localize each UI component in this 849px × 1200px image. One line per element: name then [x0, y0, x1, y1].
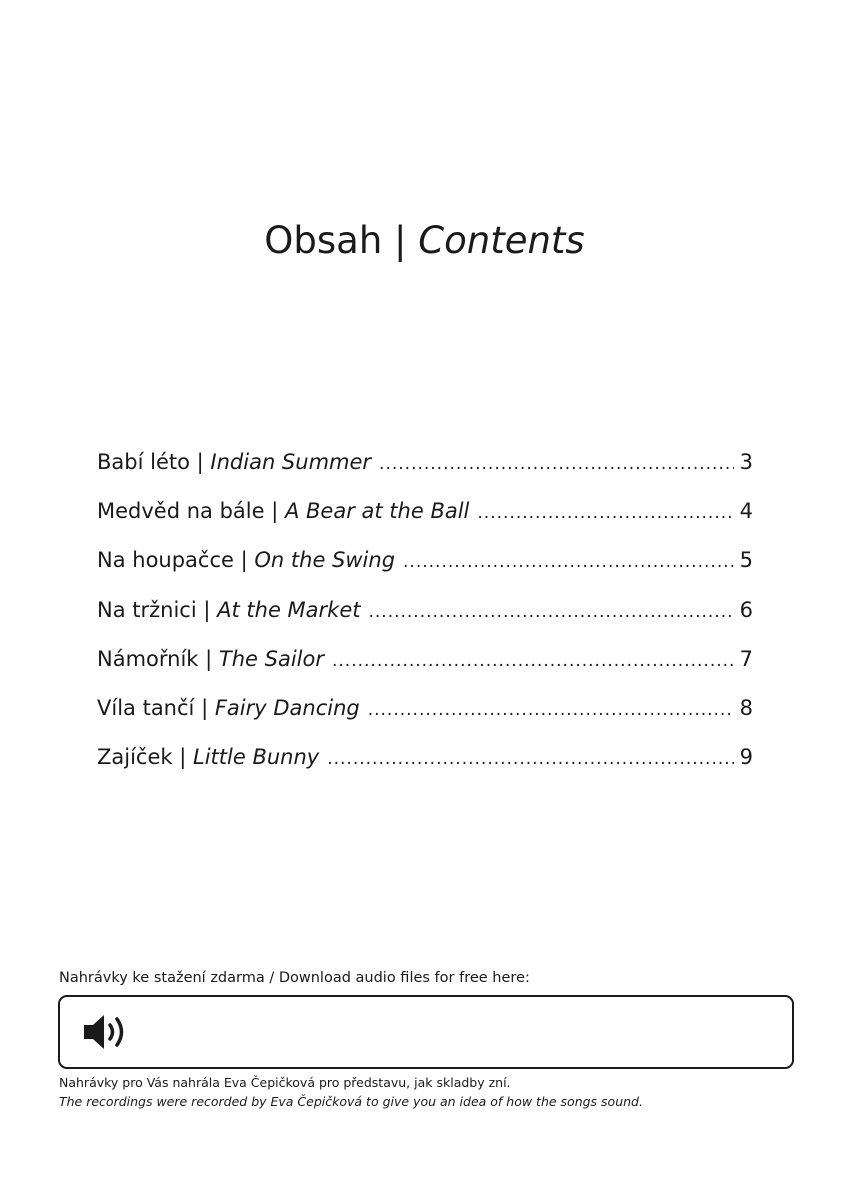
toc-entry[interactable]	[97, 733, 753, 782]
toc-entry-czech: Námořník	[97, 646, 199, 671]
toc-entry-english: On the Swing	[254, 548, 396, 573]
toc-entry[interactable]	[97, 487, 753, 536]
recording-note-english: The recordings were recorded by Eva Čepičková to give you an idea of how the songs sound.	[59, 1094, 643, 1109]
toc-separator: |	[179, 745, 187, 770]
title-separator: |	[394, 219, 407, 262]
toc-entry-czech: Medvěd na bále	[97, 499, 265, 524]
dot-leader	[368, 588, 733, 637]
toc-separator: |	[240, 548, 248, 573]
title-czech: Obsah	[264, 219, 383, 262]
toc-separator: |	[205, 646, 213, 671]
dot-leader	[332, 637, 734, 686]
toc-entry-english: Fairy Dancing	[214, 695, 360, 720]
toc-page-number: 6	[739, 597, 753, 622]
toc-entry-czech: Na tržnici	[97, 597, 197, 622]
dot-leader	[368, 686, 734, 735]
toc-entry[interactable]	[97, 635, 753, 684]
recording-note-czech: Nahrávky pro Vás nahrála Eva Čepičková pro představu, jak skladby zní.	[59, 1075, 511, 1090]
audio-download-box[interactable]	[58, 995, 794, 1069]
toc-entry[interactable]	[97, 438, 753, 487]
toc-entry-czech: Zajíček	[97, 745, 173, 770]
toc-entry[interactable]	[97, 684, 753, 733]
page-title	[0, 218, 849, 264]
toc-entry[interactable]	[97, 536, 753, 585]
toc-entry-english: At the Market	[217, 597, 361, 622]
toc-entry-english: The Sailor	[218, 646, 324, 671]
download-label: Nahrávky ke stažení zdarma / Download audio files for free here:	[59, 970, 530, 986]
toc-page-number: 7	[739, 646, 753, 671]
toc-page-number: 4	[739, 499, 753, 524]
toc-entry-english: Indian Summer	[210, 450, 372, 474]
toc-page-number: 5	[739, 548, 753, 573]
table-of-contents	[97, 438, 753, 782]
speaker-volume-icon[interactable]	[82, 1013, 130, 1051]
toc-page-number: 3	[739, 450, 753, 474]
toc-entry-czech: Na houpačce	[97, 548, 234, 573]
title-english: Contents	[418, 219, 585, 262]
dot-leader	[403, 538, 734, 587]
toc-entry-english: Little Bunny	[193, 745, 320, 770]
toc-page-number: 9	[739, 745, 753, 770]
toc-page-number: 8	[739, 695, 753, 720]
toc-entry-czech: Babí léto	[97, 450, 190, 474]
toc-entry[interactable]	[97, 586, 753, 635]
toc-separator: |	[271, 499, 279, 524]
toc-separator: |	[201, 695, 209, 720]
dot-leader	[327, 735, 733, 784]
toc-separator: |	[203, 597, 211, 622]
dot-leader	[477, 489, 733, 538]
toc-entry-english: A Bear at the Ball	[284, 499, 470, 524]
toc-entry-czech: Víla tančí	[97, 695, 195, 720]
toc-separator: |	[196, 450, 204, 474]
dot-leader	[379, 440, 734, 489]
